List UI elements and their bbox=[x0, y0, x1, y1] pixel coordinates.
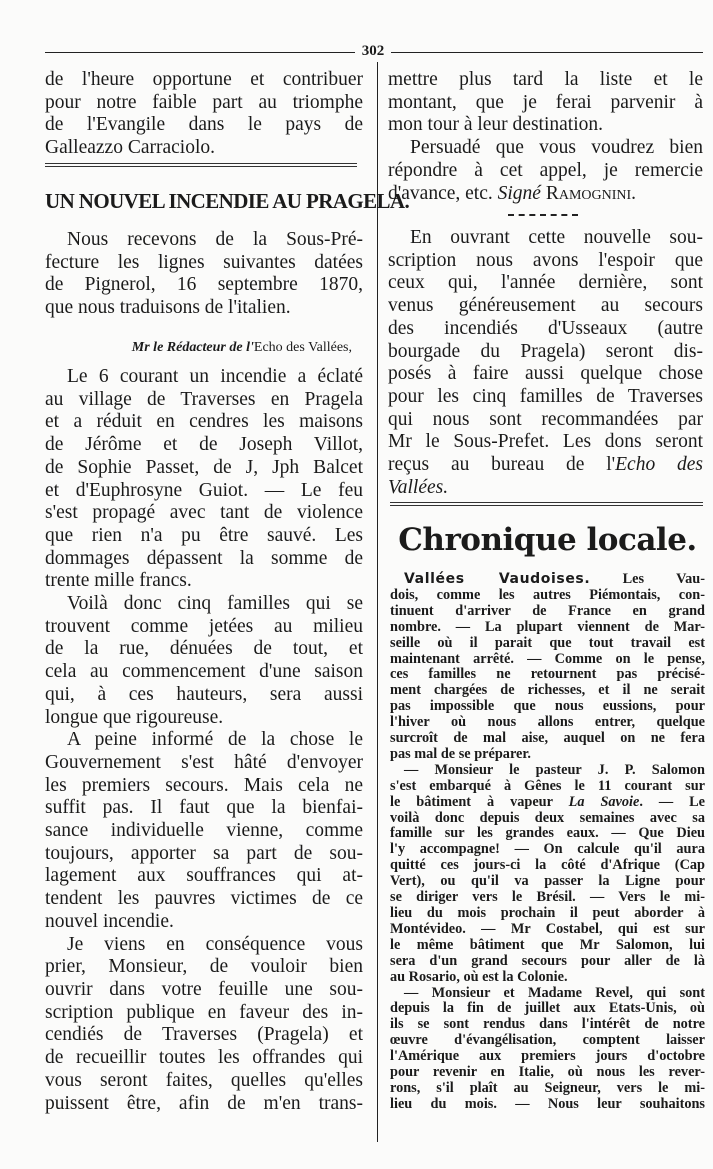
text-line: Montévideo. — Mr Costabel, qui est sur bbox=[390, 920, 705, 937]
text-line: — Monsieur le pasteur J. P. Salomon bbox=[404, 761, 705, 778]
text-line: pas impossible que nous eussions, pour bbox=[390, 698, 705, 715]
text-line bbox=[388, 183, 703, 206]
text-segment: Signé bbox=[497, 182, 541, 204]
section-rule bbox=[45, 163, 357, 164]
text-line: vous seront faites, quelles qu'elles bbox=[45, 1069, 363, 1091]
text-line: ment chargées de richesses, et il ne serait bbox=[390, 682, 705, 699]
text-segment: Vallées. bbox=[388, 476, 449, 498]
text-line: pas mal de se préparer. bbox=[390, 745, 531, 762]
text-line: longue que rigoureuse. bbox=[45, 706, 224, 728]
text-line: lieu du mois. — Nous leur souhaitons bbox=[390, 1095, 705, 1112]
text-line: nombre. — La plupart viennent de Mar- bbox=[390, 618, 705, 635]
text-line: trente mille francs. bbox=[45, 570, 192, 592]
section-title: Chronique locale. bbox=[398, 522, 697, 558]
text-line: Galleazzo Carraciolo. bbox=[45, 137, 215, 159]
separator-dash bbox=[508, 214, 578, 216]
text-line: depuis la fin de juillet aux Etats-Unis, où bbox=[390, 1000, 705, 1017]
text-line: de Pignerol, 16 septembre 1870, bbox=[45, 274, 363, 296]
text-line: cela au commencement d'une saison bbox=[45, 661, 363, 683]
text-segment: Echo des bbox=[615, 454, 704, 476]
text-line: pour les cinq familles de Traverses bbox=[388, 385, 703, 407]
text-line: puissent être, afin de m'en trans- bbox=[45, 1092, 363, 1114]
text-line: l'Amérique aux premiers jours d'octobre bbox=[390, 1048, 705, 1065]
text-line: montant, que je ferai parvenir à bbox=[388, 91, 703, 113]
text-line: Persuadé que vous voudrez bien bbox=[410, 137, 703, 159]
text-line: voilà donc depuis deux semaines avec sa bbox=[390, 809, 705, 826]
text-line: le même bâtiment que Mr Salomon, lui bbox=[390, 936, 705, 953]
text-line: ceux qui, l'année dernière, sont bbox=[388, 272, 703, 294]
text-line: A peine informé de la chose le bbox=[67, 729, 363, 751]
text-line: ils se sont rendus dans l'intérêt de notre bbox=[390, 1016, 705, 1033]
text-line: de l'Evangile dans le pays de bbox=[45, 114, 363, 136]
text-line: seille où il parait que tout travail est bbox=[390, 634, 705, 651]
text-line: rons, s'il plaît au Seigneur, vers le mi- bbox=[390, 1079, 705, 1096]
text-line: répondre à cet appel, je remercie bbox=[388, 159, 703, 181]
text-line: de recueillir toutes les offrandes qui bbox=[45, 1047, 363, 1069]
text-line: Mr le Sous-Prefet. Les dons seront bbox=[388, 431, 703, 453]
text-line: et a réduit en cendres les maisons bbox=[45, 411, 363, 433]
text-line: scription nous avons l'espoir que bbox=[388, 249, 703, 271]
text-line: dois, comme les autres Piémontais, con- bbox=[390, 586, 705, 603]
text-line bbox=[390, 795, 705, 811]
text-segment: La Savoie bbox=[568, 793, 640, 810]
text-line: Nous recevons de la Sous-Pré- bbox=[67, 229, 363, 250]
text-line: cendiés de Traverses (Pragela) et bbox=[45, 1024, 363, 1046]
text-line: qui nous sont recommandées par bbox=[388, 408, 703, 430]
chronicle-rule-2 bbox=[390, 505, 703, 506]
chronicle-first-rest: Les Vau- bbox=[590, 571, 705, 587]
text-line: quitté ces jours-ci la côté d'Afrique (Cap bbox=[390, 857, 705, 874]
text-line: toujours, apporter sa part de sou- bbox=[45, 842, 363, 864]
text-line: s'est embarqué à Gênes le 11 courant sur bbox=[390, 777, 705, 794]
salutation-roman: Echo des Vallées, bbox=[253, 340, 352, 355]
text-line: que nous traduisons de l'italien. bbox=[45, 297, 291, 319]
salutation-italic: Mr le Rédacteur de l' bbox=[131, 340, 254, 355]
text-line bbox=[388, 477, 703, 500]
text-line: ouvrir dans votre feuille une sou- bbox=[45, 978, 363, 1000]
chronicle-body bbox=[390, 588, 705, 1113]
text-line: au Rosario, où est la Colonie. bbox=[390, 968, 568, 985]
text-line bbox=[390, 572, 705, 588]
text-line: qui, à ces hauteurs, sera aussi bbox=[45, 683, 363, 705]
text-line: mettre plus tard la liste et le bbox=[388, 69, 703, 90]
text-line: de la rue, dénuées de tout, et bbox=[45, 638, 363, 660]
text-line: lieu du mois prochain il peut aborder à bbox=[390, 905, 705, 922]
text-line: œuvre d'évangélisation, comptent laisser bbox=[390, 1032, 705, 1049]
chronicle-first-line bbox=[390, 572, 705, 588]
text-line: au village de Traverses en Pragela bbox=[45, 388, 363, 410]
text-line: surcroît de mal aise, auquel on ne fera bbox=[390, 730, 705, 747]
text-line: de Jérôme et de Joseph Villot, bbox=[45, 434, 363, 456]
chronicle-title: Vallées Vaudoises. bbox=[404, 571, 591, 587]
left-top-paragraph bbox=[45, 69, 363, 160]
text-line: Le 6 courant un incendie a éclaté bbox=[67, 366, 363, 387]
text-line: nouvel incendie. bbox=[45, 910, 174, 932]
text-line: scription publique en faveur des in- bbox=[45, 1001, 363, 1023]
text-line: ces familles ne retournent pas précisé- bbox=[390, 666, 705, 683]
text-line: lagement aux souffrances qui at- bbox=[45, 865, 363, 887]
text-line: prier, Monsieur, de vouloir bien bbox=[45, 956, 363, 978]
text-line: sera d'un grand secours pour aller de là bbox=[390, 952, 705, 969]
text-line: Vert), ou qu'il va passer la Ligne pour bbox=[390, 873, 705, 890]
section-rule-2 bbox=[45, 166, 357, 167]
text-line: Voilà donc cinq familles qui se bbox=[67, 593, 363, 615]
text-line: maintenant arrêté. — Comme on le pense, bbox=[390, 650, 705, 667]
text-line: tendent les pauvres victimes de ce bbox=[45, 888, 363, 910]
letter-salutation bbox=[72, 340, 352, 356]
text-line: que rien n'a pu être sauvé. Les bbox=[45, 524, 363, 546]
text-line: mon tour à leur destination. bbox=[388, 114, 603, 136]
text-segment: . — Le bbox=[639, 793, 705, 810]
text-line: et d'Euphrosyne Guiot. — Le feu bbox=[45, 479, 363, 501]
text-line: En ouvrant cette nouvelle sou- bbox=[410, 227, 703, 248]
text-line: tinuent d'arriver de France en grand bbox=[390, 602, 705, 619]
text-segment: reçus au bureau de l' bbox=[388, 454, 616, 476]
text-segment: Ramognini. bbox=[540, 182, 637, 204]
text-line: bourgade du Pragela) seront dis- bbox=[388, 340, 703, 362]
text-segment: le bâtiment à vapeur bbox=[390, 793, 569, 810]
text-line: dommages dépassent la somme de bbox=[45, 547, 363, 569]
text-line: les premiers secours. Mais cela ne bbox=[45, 774, 363, 796]
text-line: famille sur les grandes eaux. — Que Dieu bbox=[390, 825, 705, 842]
text-line: s'est propagé avec tant de violence bbox=[45, 502, 363, 524]
text-line: fecture les lignes suivantes datées bbox=[45, 251, 363, 273]
text-line: pour notre faible part au triomphe bbox=[45, 91, 363, 113]
text-segment: d'avance, etc. bbox=[388, 182, 498, 204]
editor-note bbox=[388, 227, 703, 499]
text-line: se diriger vers le Brésil. — Vers le mi- bbox=[390, 889, 705, 906]
text-line bbox=[388, 454, 703, 477]
text-line: Je viens en conséquence vous bbox=[67, 933, 363, 955]
chronicle-rule bbox=[390, 502, 703, 503]
column-divider bbox=[377, 62, 378, 1142]
text-line: pour revenir en Italie, où nous les rever- bbox=[390, 1064, 705, 1081]
text-line: trouvent comme jetées au milieu bbox=[45, 615, 363, 637]
text-line: suffit pas. Il faut que la bienfai- bbox=[45, 797, 363, 819]
text-line: des incendiés d'Usseaux (autre bbox=[388, 317, 703, 339]
article-intro bbox=[45, 229, 363, 320]
text-line: venus généreusement au secours bbox=[388, 295, 703, 317]
article-heading: UN NOUVEL INCENDIE AU PRAGELA. bbox=[45, 189, 410, 213]
text-line: l'y accompagne! — On calcule qu'il aura bbox=[390, 841, 705, 858]
page-number: 302 bbox=[355, 42, 391, 60]
text-line: — Monsieur et Madame Revel, qui sont bbox=[404, 984, 705, 1001]
letter-end bbox=[388, 69, 703, 205]
text-line: sance individuelle vienne, comme bbox=[45, 820, 363, 842]
text-line: posés à faire aussi quelque chose bbox=[388, 363, 703, 385]
letter-body bbox=[45, 366, 363, 1115]
text-line: Gouvernement s'est hâté d'envoyer bbox=[45, 751, 363, 773]
text-line: l'hiver où nous allons entrer, quelque bbox=[390, 714, 705, 731]
text-line: de Sophie Passet, de J, Jph Balcet bbox=[45, 456, 363, 478]
text-line: de l'heure opportune et contribuer bbox=[45, 69, 363, 90]
